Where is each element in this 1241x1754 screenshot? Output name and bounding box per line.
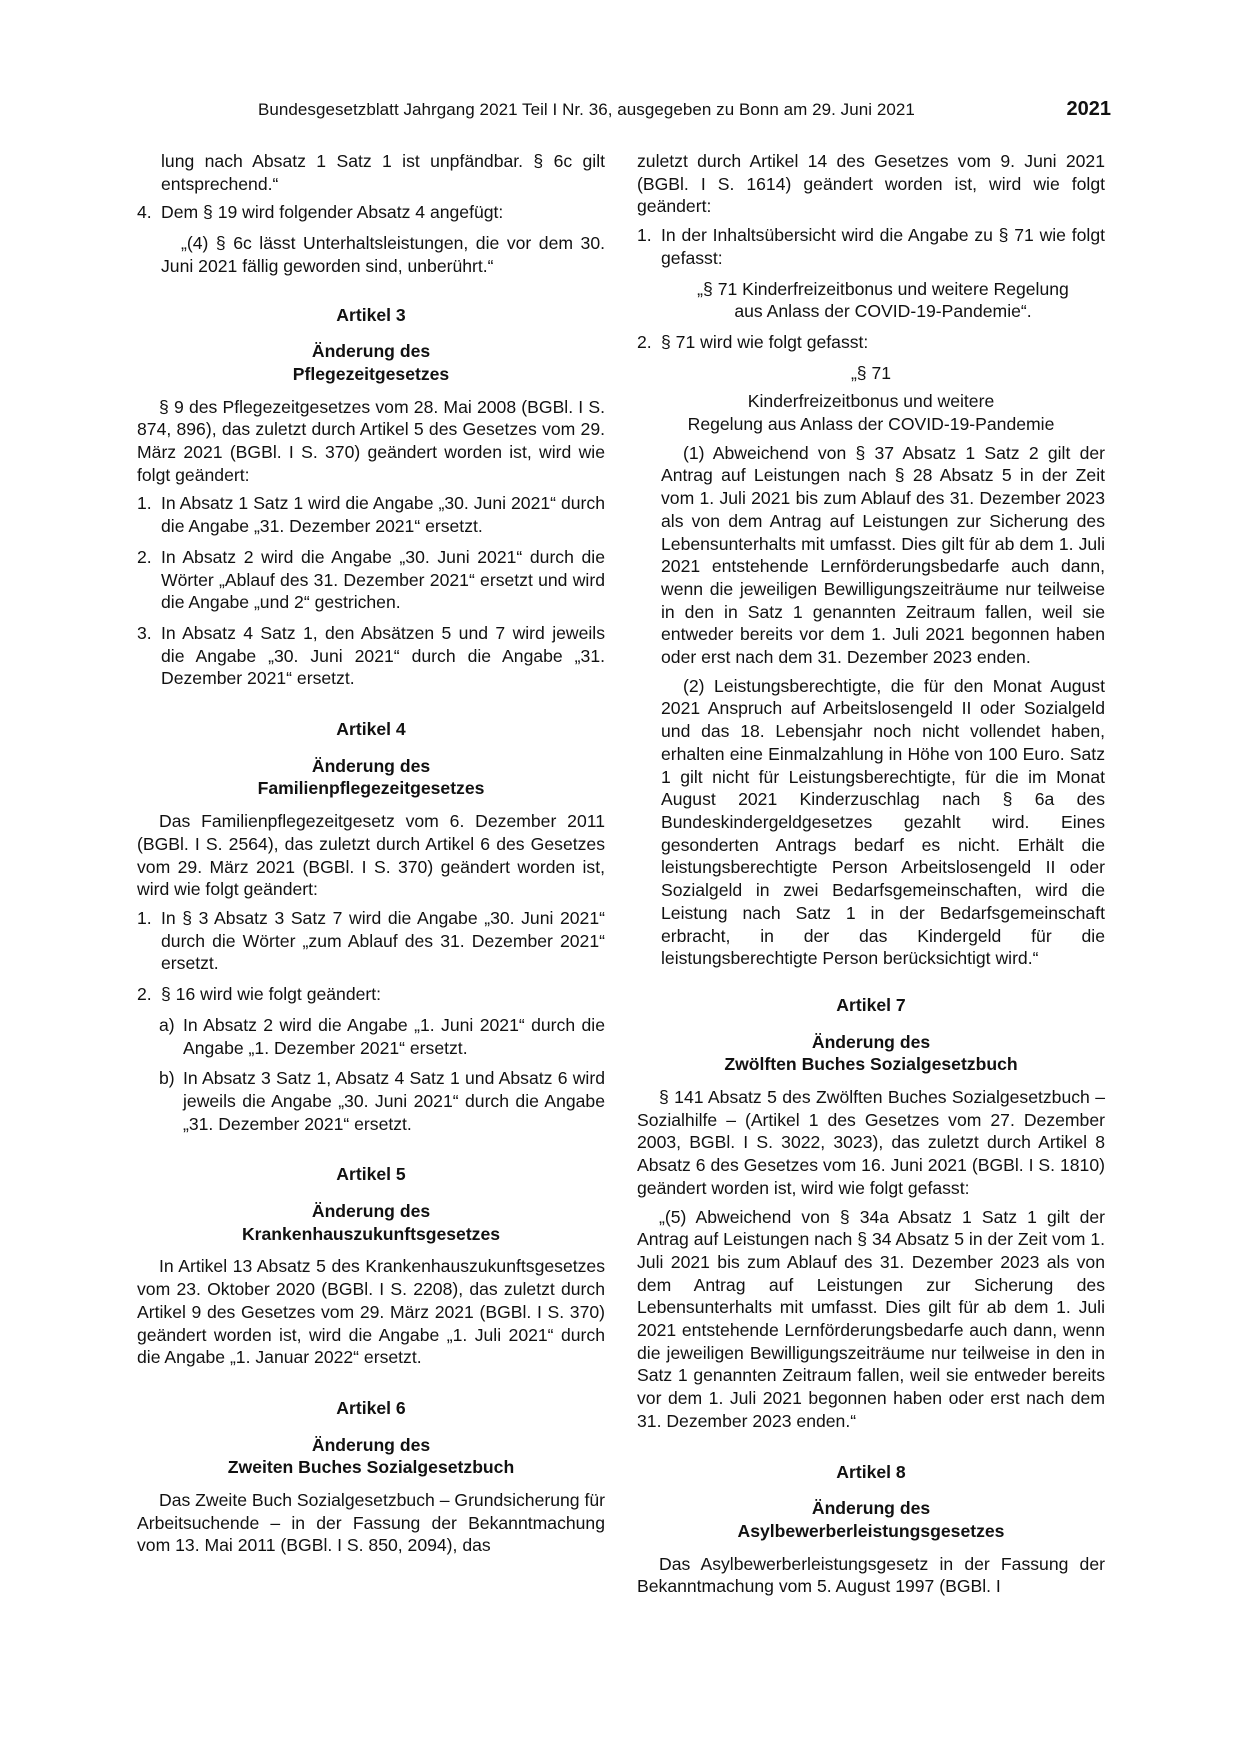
item-text: § 16 wird wie folgt geändert: <box>161 984 382 1005</box>
list-item <box>137 492 605 537</box>
list-item <box>637 224 1105 269</box>
left-column <box>137 150 605 1563</box>
article-title-line: Änderung des <box>811 1498 931 1519</box>
norm-paragraph: (1) Abweichend von § 37 Absatz 1 Satz 2 gilt der Antrag auf Leistungen nach § 28 Absatz 5 in der Zeit vom 1. Juli 2021 bis zum Ablauf des 31. Dezember 2023 als von dem Antrag auf Leistungen zur Sicherung des Lebensunterhalts mit umfasst. Dies gilt für ab dem 1. Juli 2021 entstehende Lernförderungsbedarfe auch dann, wenn die jeweiligen Bewilligungszeiträume nur teilweise in den in Satz 1 genannten Zeitraum fallen, weil sie entweder bereits vor dem 1. Juli 2021 begonnen haben oder erst nach dem 31. Dezember 2023 enden. <box>661 442 1105 668</box>
quoted-amendment: „(4) § 6c lässt Unterhaltsleistungen, die vor dem 30. Juni 2021 fällig geworden sind, unberührt.“ <box>161 233 605 276</box>
article-intro: Das Zweite Buch Sozialgesetzbuch – Grundsicherung für Arbeitsuchende – in der Fassung der Bekanntmachung vom 13. Mai 2011 (BGBl. I S. 850, 2094), das <box>137 1490 605 1556</box>
item-number: 2. <box>637 331 652 352</box>
quoted-line: „§ 71 Kinderfreizeitbonus und weitere Regelung <box>697 278 1069 299</box>
norm-title-line: Regelung aus Anlass der COVID-19-Pandemie <box>687 414 1055 435</box>
page-number: 2021 <box>1066 98 1111 120</box>
quoted-amendment: „(5) Abweichend von § 34a Absatz 1 Satz 1 gilt der Antrag auf Leistungen nach § 34 Absatz 5 in der Zeit vom 1. Juli 2021 bis zum Ablauf des 31. Dezember 2023 als von dem Antrag auf Leistungen zur Sicherung des Lebensunterhalts mit umfasst. Dies gilt für ab dem 1. Juli 2021 entstehende Lernförderungsbedarfe auch dann, wenn die jeweiligen Bewilligungszeiträume nur teilweise in den in Satz 1 genannten Zeitraum fallen, weil sie entweder bereits vor dem 1. Juli 2021 begonnen haben oder erst nach dem 31. Dezember 2023 enden.“ <box>637 1206 1105 1431</box>
item-text: In § 3 Absatz 3 Satz 7 wird die Angabe „30. Juni 2021“ durch die Wörter „zum Ablauf des 31. Dezember 2021“ ersetzt. <box>161 907 605 974</box>
list-item <box>137 622 605 690</box>
article-heading: Artikel 8 <box>836 1461 906 1482</box>
running-title: Bundesgesetzblatt Jahrgang 2021 Teil I Nr. 36, ausgegeben zu Bonn am 29. Juni 2021 <box>258 100 915 119</box>
list-item <box>137 983 605 1006</box>
item-number: 1. <box>637 225 652 246</box>
item-text: In Absatz 2 wird die Angabe „30. Juni 2021“ durch die Wörter „Ablauf des 31. Dezember 2021“ ersetzt und wird die Angabe „und 2“ gestrichen. <box>161 546 605 613</box>
article-title-line: Zwölften Buches Sozialgesetzbuch <box>724 1054 1018 1075</box>
article-title-line: Änderung des <box>311 1201 431 1222</box>
article-heading: Artikel 6 <box>336 1397 406 1418</box>
article-title-line: Familienpflegezeitgesetzes <box>257 778 485 799</box>
item-number: b) <box>159 1068 175 1089</box>
article-title <box>137 1434 605 1479</box>
article-intro: § 141 Absatz 5 des Zwölften Buches Sozialgesetzbuch – Sozialhilfe – (Artikel 1 des Gesetzes vom 27. Dezember 2003, BGBl. I S. 3022, 3023), das zuletzt durch Artikel 8 Absatz 6 des Gesetzes vom 16. Juni 2021 (BGBl. I S. 1810) geändert worden ist, wird wie folgt gefasst: <box>637 1087 1105 1198</box>
article-intro: In Artikel 13 Absatz 5 des Krankenhauszukunftsgesetzes vom 23. Oktober 2020 (BGBl. I S. 2208), das zuletzt durch Artikel 9 des Gesetzes vom 29. März 2021 (BGBl. I S. 370) geändert worden ist, wird die Angabe „1. Juli 2021“ durch die Angabe „1. Januar 2022“ ersetzt. <box>137 1256 605 1368</box>
list-item <box>137 907 605 975</box>
norm-paragraph: (2) Leistungsberechtigte, die für den Monat August 2021 Anspruch auf Arbeitslosengeld II oder Sozialgeld und das 18. Lebensjahr noch nicht vollendet haben, erhalten eine Einmalzahlung in Höhe von 100 Euro. Satz 1 gilt nicht für Leistungsberechtigte, für die im Monat August 2021 Kinderzuschlag nach § 6a des Bundeskindergeldgesetzes gezahlt wird. Eines gesonderten Antrags bedarf es nicht. Erhält die leistungsberechtigte Person Arbeitslosengeld II oder Sozialgeld in zwei Bedarfsgemeinschaften, wird die Leistung nach Satz 1 in der Bedarfsgemeinschaft erbracht, in der das Kindergeld für die leistungsberechtigte Person berücksichtigt wird.“ <box>661 675 1105 969</box>
article-heading: Artikel 5 <box>336 1164 406 1185</box>
article-intro: Das Familienpflegezeitgesetz vom 6. Dezember 2011 (BGBl. I S. 2564), das zuletzt durch Artikel 6 des Gesetzes vom 29. März 2021 (BGBl. I S. 370) geändert worden ist, wird wie folgt geändert: <box>137 811 605 900</box>
item-text: In Absatz 4 Satz 1, den Absätzen 5 und 7 wird jeweils die Angabe „30. Juni 2021“ durch die Angabe „31. Dezember 2021“ ersetzt. <box>161 622 605 689</box>
article-title <box>137 340 605 385</box>
sub-list-item <box>159 1014 605 1059</box>
item-text: In Absatz 3 Satz 1, Absatz 4 Satz 1 und Absatz 6 wird jeweils die Angabe „30. Juni 2021“ durch die Angabe „31. Dezember 2021“ ersetzt. <box>183 1068 605 1134</box>
item-text: In Absatz 2 wird die Angabe „1. Juni 2021“ durch die Angabe „1. Dezember 2021“ ersetzt. <box>183 1014 605 1058</box>
item-number: 1. <box>137 493 152 514</box>
item-number: 2. <box>137 546 152 567</box>
article-heading: Artikel 7 <box>836 994 906 1015</box>
continued-paragraph: zuletzt durch Artikel 14 des Gesetzes vom 9. Juni 2021 (BGBl. I S. 1614) geändert worden ist, wird wie folgt geändert: <box>637 151 1105 217</box>
item-text: § 71 wird wie folgt gefasst: <box>661 331 869 352</box>
item-number: 1. <box>137 907 152 928</box>
article-title-line: Änderung des <box>311 341 431 362</box>
article-title-line: Krankenhauszukunftsgesetzes <box>241 1223 501 1244</box>
right-column <box>637 150 1105 1604</box>
article-title <box>637 1031 1105 1076</box>
article-heading: Artikel 4 <box>336 719 406 740</box>
article-title <box>137 755 605 800</box>
page-header <box>130 98 1111 126</box>
item-number: 4. <box>137 202 152 223</box>
item-text: Dem § 19 wird folgender Absatz 4 angefügt: <box>161 202 504 223</box>
list-item <box>137 546 605 614</box>
item-text: In Absatz 1 Satz 1 wird die Angabe „30. Juni 2021“ durch die Angabe „31. Dezember 2021“ ersetzt. <box>161 493 605 537</box>
quoted-toc-entry <box>661 278 1105 323</box>
article-title <box>637 1497 1105 1542</box>
article-title-line: Pflegezeitgesetzes <box>292 363 450 384</box>
quoted-line: aus Anlass der COVID-19-Pandemie“. <box>734 301 1032 322</box>
article-intro: Das Asylbewerberleistungsgesetz in der Fassung der Bekanntmachung vom 5. August 1997 (BGBl. I <box>637 1553 1105 1597</box>
norm-title <box>637 390 1105 435</box>
list-item <box>637 331 1105 354</box>
norm-title-line: Kinderfreizeitbonus und weitere <box>747 391 995 412</box>
item-number: 2. <box>137 984 152 1005</box>
norm-number: „§ 71 <box>850 362 892 383</box>
article-intro: § 9 des Pflegezeitgesetzes vom 28. Mai 2008 (BGBl. I S. 874, 896), das zuletzt durch Artikel 5 des Gesetzes vom 29. März 2021 (BGBl. I S. 370) geändert worden ist, wird wie folgt geändert: <box>137 396 605 485</box>
continued-paragraph: lung nach Absatz 1 Satz 1 ist unpfändbar. § 6c gilt entsprechend.“ <box>161 151 605 194</box>
list-item <box>137 201 605 224</box>
article-title-line: Änderung des <box>311 1434 431 1455</box>
article-title <box>137 1200 605 1245</box>
article-title-line: Asylbewerberleistungsgesetzes <box>737 1520 1005 1541</box>
item-text: In der Inhaltsübersicht wird die Angabe zu § 71 wie folgt gefasst: <box>661 225 1105 268</box>
article-title-line: Zweiten Buches Sozialgesetzbuch <box>227 1457 515 1478</box>
article-heading: Artikel 3 <box>336 304 406 325</box>
article-title-line: Änderung des <box>811 1031 931 1052</box>
item-number: a) <box>159 1014 175 1035</box>
sub-list-item <box>159 1067 605 1135</box>
article-title-line: Änderung des <box>311 755 431 776</box>
item-number: 3. <box>137 622 152 643</box>
